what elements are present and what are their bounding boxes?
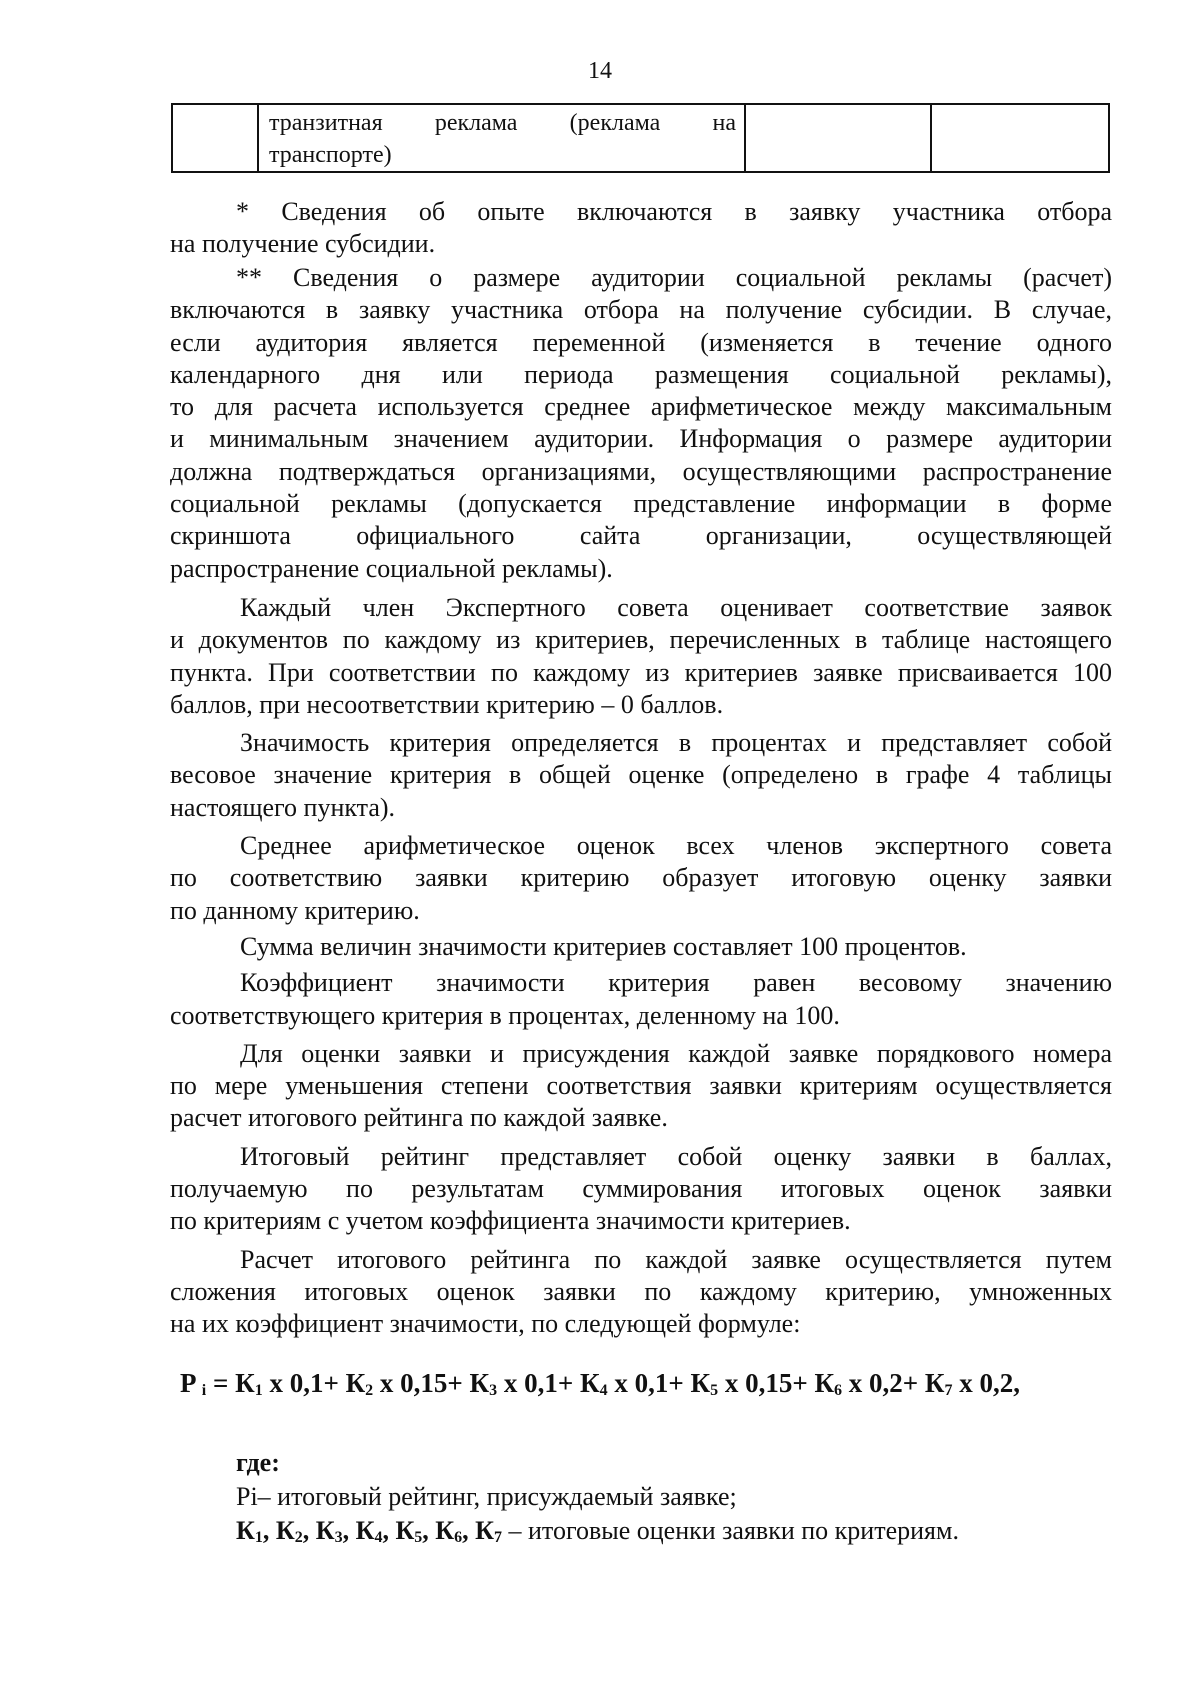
- body-paragraph-line: весовое значение критерия в общей оценке (определено в графе 4 таблицы: [170, 760, 1112, 790]
- formula-k-variable: К: [580, 1368, 600, 1398]
- legend-k-subscript: 1: [254, 1529, 263, 1546]
- footnote-2-line: должна подтверждаться организациями, осуществляющими распространение: [170, 456, 1112, 486]
- legend-separator: ,: [462, 1516, 476, 1545]
- table-cell-number: [172, 104, 258, 172]
- legend-k-variable: К: [355, 1516, 375, 1545]
- legend-k-variable: К: [275, 1516, 295, 1545]
- formula-k-subscript: 3: [489, 1382, 498, 1399]
- legend-k-variable: К: [236, 1516, 255, 1545]
- legend-separator: ,: [262, 1516, 276, 1545]
- formula-coefficient: x 0,1+: [607, 1368, 691, 1398]
- footnote-experience: [170, 196, 1112, 261]
- body-paragraph-line: по данному критерию.: [170, 895, 420, 925]
- footnote-2-paragraph: [170, 262, 1112, 585]
- formula-k-variable: К: [345, 1368, 366, 1398]
- formula-k-variable: К: [235, 1368, 255, 1398]
- body-paragraph: [170, 931, 1112, 963]
- body-paragraph: [170, 1244, 1112, 1341]
- footnote-2-line: социальной рекламы (допускается представление информации в форме: [170, 489, 1112, 519]
- k-variables-list: [236, 1516, 502, 1545]
- criterion-text-line-2: транспорте): [269, 142, 392, 168]
- rating-formula: [0, 1368, 1200, 1400]
- footnote-1-line: на получение субсидии.: [170, 229, 436, 259]
- legend-separator: ,: [342, 1516, 356, 1545]
- body-paragraph-line: соответствующего критерия в процентах, деленному на 100.: [170, 1000, 840, 1030]
- body-paragraph: [170, 592, 1112, 721]
- body-paragraph: [170, 727, 1112, 824]
- body-paragraph-line: по критериям с учетом коэффициента значимости критериев.: [170, 1206, 851, 1236]
- formula-k-subscript: 5: [710, 1382, 719, 1399]
- body-paragraph: [170, 1141, 1112, 1238]
- table-cell-criterion: [258, 104, 745, 172]
- legend-k-subscript: 2: [294, 1529, 303, 1546]
- body-paragraph: [170, 1038, 1112, 1135]
- where-label: где:: [236, 1448, 280, 1477]
- body-paragraph-line: сложения итоговых оценок заявки по каждому критерию, умноженных: [170, 1276, 1112, 1306]
- formula-equals: =: [206, 1368, 236, 1398]
- legend-separator: ,: [382, 1516, 396, 1545]
- body-paragraph-line: Среднее арифметическое оценок всех членов экспертного совета: [240, 831, 1112, 861]
- formula-k-variable: К: [924, 1368, 945, 1398]
- legend-separator: ,: [302, 1516, 316, 1545]
- footnote-2-line: скриншота официального сайта организации, осуществляющей: [170, 521, 1112, 551]
- footnote-2-line: если аудитория является переменной (изменяется в течение одного: [170, 327, 1112, 357]
- table-cell-value: [745, 104, 931, 172]
- legend-k-subscript: 4: [374, 1529, 383, 1546]
- legend-k-variable: К: [395, 1516, 415, 1545]
- table-row: [172, 104, 1109, 172]
- body-paragraph: [170, 830, 1112, 927]
- formula-k-variable: К: [469, 1368, 490, 1398]
- legend-k-subscript: 3: [334, 1529, 343, 1546]
- legend-k-subscript: 5: [414, 1529, 423, 1546]
- body-paragraph-line: баллов, при несоответствии критерию – 0 баллов.: [170, 689, 724, 719]
- criteria-table-fragment: [171, 103, 1110, 173]
- formula-lhs-subscript: i: [201, 1382, 207, 1399]
- footnote-2-line: календарного дня или периода размещения социальной рекламы),: [170, 359, 1112, 389]
- formula-coefficient: x 0,1+: [262, 1368, 346, 1398]
- formula-coefficient: x 0,1+: [497, 1368, 581, 1398]
- body-paragraph-line: Для оценки заявки и присуждения каждой заявке порядкового номера: [240, 1038, 1112, 1068]
- formula-lhs: P: [180, 1368, 202, 1398]
- body-paragraph-line: по соответствию заявки критерию образует итоговую оценку заявки: [170, 863, 1112, 893]
- pi-definition: Pi– итоговый рейтинг, присуждаемый заявке;: [236, 1482, 737, 1511]
- body-paragraph-line: и документов по каждому из критериев, перечисленных в таблице настоящего: [170, 625, 1112, 655]
- formula-legend: [236, 1446, 959, 1555]
- formula-k-variable: К: [690, 1368, 711, 1398]
- formula-k-subscript: 2: [365, 1382, 374, 1399]
- formula-k-subscript: 1: [254, 1382, 263, 1399]
- formula-coefficient: x 0,15+: [373, 1368, 470, 1398]
- footnote-1-line: * Сведения об опыте включаются в заявку участника отбора: [236, 197, 1112, 226]
- formula-coefficient: x 0,2+: [842, 1368, 925, 1398]
- body-paragraph-line: по мере уменьшения степени соответствия заявки критериям осуществляется: [170, 1071, 1112, 1101]
- body-paragraph-line: Коэффициент значимости критерия равен весовому значению: [240, 968, 1112, 998]
- body-paragraph-line: Итоговый рейтинг представляет собой оценку заявки в баллах,: [240, 1141, 1112, 1171]
- body-paragraph-line: Расчет итогового рейтинга по каждой заявке осуществляется путем: [240, 1244, 1112, 1274]
- table-cell-weight: [931, 104, 1109, 172]
- footnote-2-line: то для расчета используется среднее арифметическое между максимальным: [170, 392, 1112, 422]
- formula-k-variable: К: [814, 1368, 835, 1398]
- legend-k-subscript: 6: [454, 1529, 463, 1546]
- formula-k-subscript: 7: [944, 1382, 953, 1399]
- formula-coefficient: x 0,15+: [718, 1368, 815, 1398]
- formula-k-subscript: 6: [834, 1382, 843, 1399]
- footnote-2-line: распространение социальной рекламы).: [170, 553, 613, 583]
- body-paragraph-line: Значимость критерия определяется в процентах и представляет собой: [240, 728, 1112, 758]
- main-body-text: [170, 592, 1112, 1341]
- k-definition: [236, 1514, 959, 1555]
- criterion-text-line-1: транзитная реклама (реклама на: [269, 110, 736, 136]
- formula-coefficient: x 0,2,: [952, 1368, 1020, 1398]
- body-paragraph-line: расчет итогового рейтинга по каждой заявке.: [170, 1103, 668, 1133]
- legend-k-subscript: 7: [494, 1529, 503, 1546]
- footnote-audience: [170, 262, 1112, 585]
- legend-separator: ,: [422, 1516, 436, 1545]
- legend-k-variable: К: [315, 1516, 335, 1545]
- formula-k-subscript: 4: [599, 1382, 608, 1399]
- k-description: – итоговые оценки заявки по критериям.: [502, 1516, 959, 1545]
- body-paragraph-line: на их коэффициент значимости, по следующей формуле:: [170, 1309, 801, 1339]
- footnote-2-line: и минимальным значением аудитории. Информация о размере аудитории: [170, 424, 1112, 454]
- page-number: 14: [588, 58, 612, 84]
- body-paragraph-line: получаемую по результатам суммирования итоговых оценок заявки: [170, 1174, 1112, 1204]
- body-paragraph-line: пункта. При соответствии по каждому из критериев заявке присваивается 100: [170, 657, 1112, 687]
- legend-k-variable: К: [435, 1516, 455, 1545]
- footnote-2-line: ** Сведения о размере аудитории социальной рекламы (расчет): [236, 263, 1112, 292]
- footnote-1-paragraph: [170, 196, 1112, 261]
- body-paragraph-line: настоящего пункта).: [170, 792, 396, 822]
- body-paragraph-line: Сумма величин значимости критериев составляет 100 процентов.: [240, 931, 967, 961]
- legend-k-variable: К: [475, 1516, 495, 1545]
- body-paragraph-line: Каждый член Экспертного совета оценивает соответствие заявок: [240, 593, 1112, 622]
- body-paragraph: [170, 967, 1112, 1032]
- footnote-2-line: включаются в заявку участника отбора на получение субсидии. В случае,: [170, 295, 1112, 325]
